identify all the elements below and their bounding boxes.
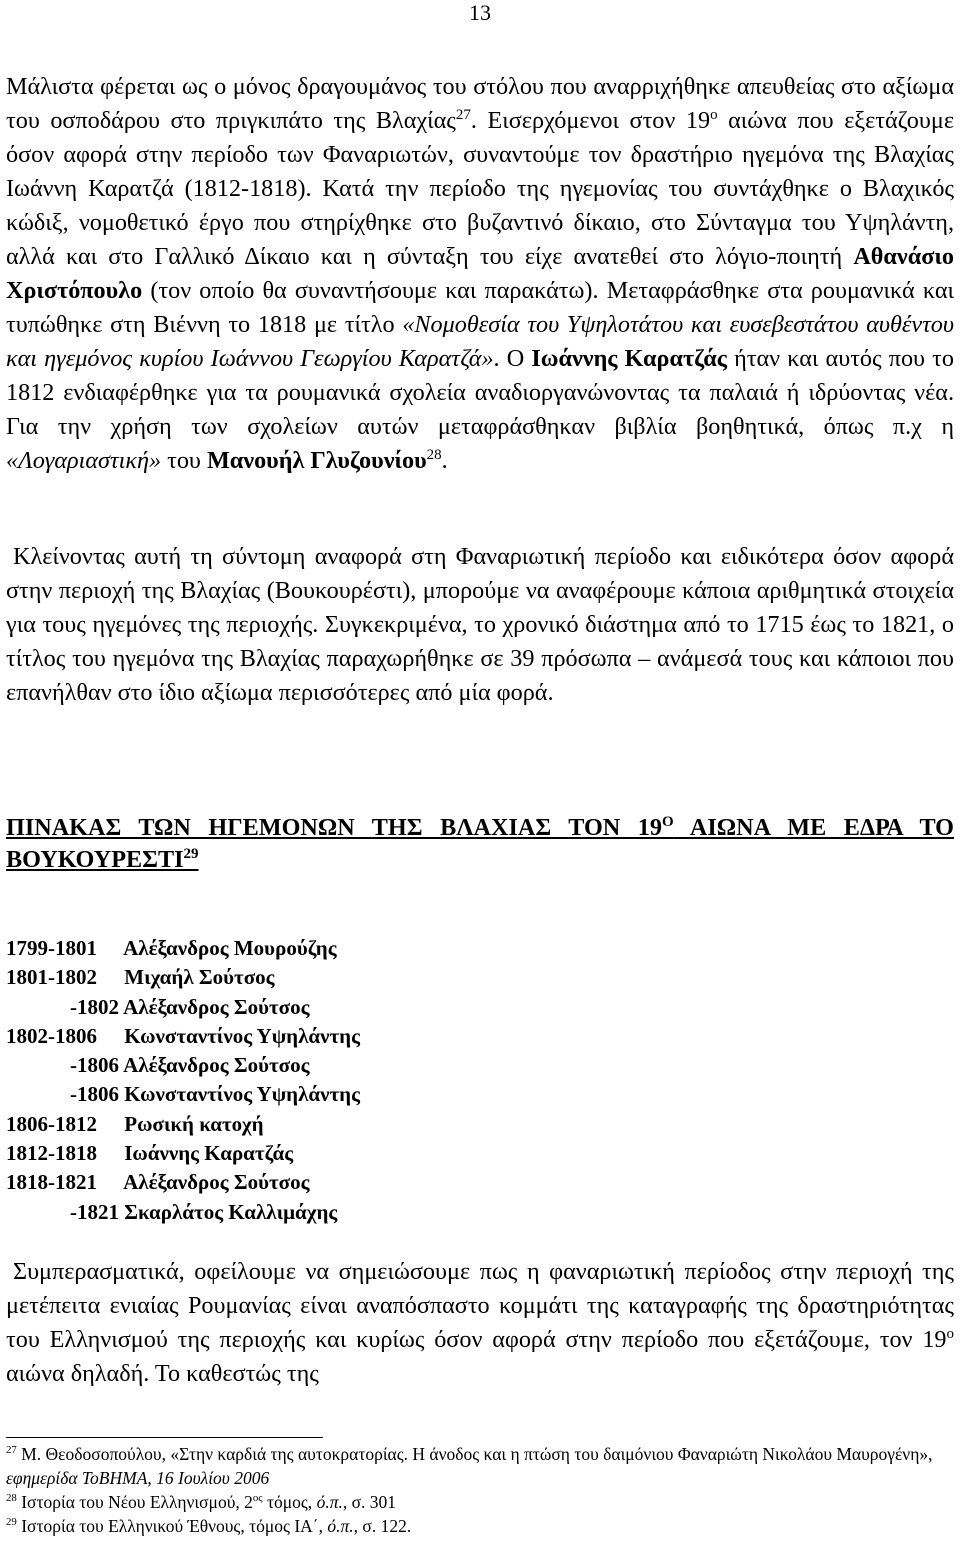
footnote-italic: ό.π. [316, 1492, 343, 1512]
ordinal-superscript: ο [946, 1325, 954, 1342]
list-item [6, 1198, 360, 1227]
rulers-list [6, 934, 360, 1227]
footnote-29 [6, 1514, 954, 1538]
footnotes-list [6, 1442, 954, 1538]
italic-law-title: «Νομοθεσία του Υψηλοτάτου και ευσεβεστάτου αυθέντου και ηγεμόνος κυρίου Ιωάννου Γεωργίου Καρατζά» [6, 311, 954, 372]
bold-name-christopoulos: Αθανάσιο Χριστόπουλο [6, 243, 954, 304]
text-span: αιώνα που εξετάζουμε όσον αφορά στην περίοδο των Φαναριωτών, συναντούμε τον δραστήριο ηγεμόνα της Βλαχίας Ιωάννη Καρατζά (1812-1818). Κατά την περίοδο της ηγεμονίας του συντάχθηκε ο Βλαχικός κώδιξ, νομοθετικό έργο που στηρίχθηκε στο βυζαντινό δίκαιο, στο Σύνταγμα του Υψηλάντη, αλλά και στο Γαλλικό Δίκαιο και η σύνταξη του είχε ανατεθεί στο λόγιο-ποιητή [6, 107, 954, 270]
footnote-text: Μ. Θεοδοσοπούλου, «Στην καρδιά της αυτοκρατορίας. Η άνοδος και η πτώση του δαιμόνιου Φαναριώτη Νικολάου Μαυρογένη», [16, 1444, 933, 1464]
italic-book-title: «Λογαριαστική» [6, 447, 162, 474]
ordinal-superscript: ος [252, 1492, 263, 1505]
footnote-number: 29 [6, 1516, 17, 1529]
ruler-name: Αλέξανδρος Σούτσος [123, 994, 310, 1019]
text-span: . [441, 447, 448, 474]
ruler-years: 1806-1812 [6, 1111, 97, 1136]
footnote-ref-29[interactable]: 29 [183, 845, 199, 862]
page-number: 13 [469, 0, 491, 25]
ruler-name: Αλέξανδρος Μουρούζης [123, 936, 337, 960]
ruler-years: 1802-1806 [6, 1023, 97, 1048]
ruler-years: 1818-1821 [6, 1170, 97, 1195]
list-item [6, 934, 360, 963]
footnote-italic: ό.π. [327, 1516, 354, 1536]
ruler-years: 1801-1802 [6, 965, 97, 990]
ruler-name: Μιχαήλ Σούτσος [124, 965, 275, 990]
ordinal-superscript: ο [710, 106, 718, 123]
list-item [6, 993, 360, 1022]
ruler-name: Κωνσταντίνος Υψηλάντης [124, 1082, 360, 1107]
text-span: ΠΙΝΑΚΑΣ ΤΩΝ ΗΓΕΜΟΝΩΝ ΤΗΣ ΒΛΑΧΙΑΣ ΤΟΝ 19 [6, 814, 662, 841]
footnote-text: τόμος, [262, 1492, 317, 1512]
footnote-text: , σ. 122. [353, 1516, 412, 1536]
list-item [6, 1022, 360, 1051]
list-item [6, 1110, 360, 1139]
footnote-ref-28[interactable]: 28 [426, 446, 442, 463]
ruler-years: -1821 [70, 1199, 119, 1224]
ruler-name: Ρωσική κατοχή [124, 1111, 264, 1136]
ruler-years: 1812-1818 [6, 1141, 97, 1166]
list-item [6, 963, 360, 992]
paragraph-karatzas [6, 70, 954, 478]
list-item [6, 1051, 360, 1080]
ruler-name: Ιωάννης Καρατζάς [124, 1141, 294, 1166]
text-span: ΑΙΩΝΑ ΜΕ ΕΔΡΑ ΤΟ ΒΟΥΚΟΥΡΕΣΤΙ [6, 814, 954, 873]
list-item [6, 1168, 360, 1197]
ruler-name: Κωνσταντίνος Υψηλάντης [124, 1023, 360, 1048]
footnote-text: Ιστορία του Νέου Ελληνισμού, 2 [16, 1492, 253, 1512]
footnote-28 [6, 1490, 954, 1514]
text-span: Κλείνοντας αυτή τη σύντομη αναφορά στη Φαναριωτική περίοδο και ειδικότερα όσον αφορά στην περιοχή της Βλαχίας (Βουκουρέστι), μπορούμε να αναφέρουμε κάποια αριθμητικά στοιχεία για τους ηγεμόνες της περιοχής. Συγκεκριμένα, το χρονικό διάστημα από το 1715 έως το 1821, ο τίτλος του ηγεμόνα της Βλαχίας παραχωρήθηκε σε 39 πρόσωπα – ανάμεσά τους και κάποιοι που επανήλθαν στο ίδιο αξίωμα περισσότερες από μία φορά. [6, 543, 954, 706]
text-span: του [161, 447, 207, 474]
footnote-ref-27[interactable]: 27 [455, 106, 471, 123]
footnote-27 [6, 1442, 954, 1490]
text-span: . Ο [493, 345, 532, 372]
ruler-years: -1802 [70, 994, 119, 1019]
ruler-years: -1806 [70, 1082, 119, 1107]
text-span: Συμπερασματικά, οφείλουμε να σημειώσουμε πως η φαναριωτική περίοδος στην περιοχή της μετέπειτα ενιαίας Ρουμανίας είναι αναπόσπαστο κομμάτι της καταγραφής της δραστηριότητας του Ελληνισμού της περιοχής και κυρίως όσον αφορά στην περίοδο που εξετάζουμε, τον 19 [6, 1258, 954, 1353]
ruler-name: Σκαρλάτος Καλλιμάχης [124, 1199, 338, 1224]
list-item [6, 1080, 360, 1109]
text-span: . Εισερχόμενοι στον 19 [470, 107, 711, 134]
ordinal-superscript: Ο [661, 813, 674, 830]
list-item [6, 1139, 360, 1168]
bold-name-glyzounios: Μανουήλ Γλυζουνίου [206, 447, 427, 474]
footnote-text: , σ. 301 [342, 1492, 397, 1512]
text-span: Μάλιστα φέρεται ως ο μόνος δραγουμάνος του στόλου που αναρριχήθηκε απευθείας στο αξίωμα του οσποδάρου στο πριγκιπάτο της Βλαχίας [6, 73, 954, 134]
ruler-years: 1799-1801 [6, 936, 97, 960]
ruler-name: Αλέξανδρος Σούτσος [123, 1170, 310, 1195]
ruler-name: Αλέξανδρος Σούτσος [123, 1053, 310, 1078]
text-span: (τον οποίο θα συναντήσουμε και παρακάτω). Μεταφράσθηκε στα ρουμανικά και τυπώθηκε στη Βιέννη το 1818 με τίτλο [6, 277, 954, 338]
paragraph-statistics [6, 540, 954, 710]
footnote-number: 28 [6, 1492, 17, 1505]
bold-name-karatzas: Ιωάννης Καρατζάς [531, 345, 727, 372]
paragraph-conclusion [6, 1255, 954, 1391]
text-span: ήταν και αυτός που το 1812 ενδιαφέρθηκε για τα ρουμανικά σχολεία αναδιοργανώνοντας τα παλαιά ή ιδρύοντας νέα. Για την χρήση των σχολείων αυτών μεταφράσθηκαν βιβλία βοηθητικά, όπως π.χ η [6, 345, 954, 440]
footnote-number: 27 [6, 1444, 17, 1457]
footnote-divider [6, 1437, 323, 1438]
footnote-text: Ιστορία του Ελληνικού Έθνους, τόμος ΙΑ΄, [16, 1516, 328, 1536]
table-title [6, 812, 954, 876]
ruler-years: -1806 [70, 1053, 119, 1078]
footnote-italic: εφημερίδα ΤοΒΗΜΑ, 16 Ιουλίου 2006 [6, 1468, 270, 1488]
text-span: αιώνα δηλαδή. Το καθεστώς της [6, 1360, 319, 1387]
